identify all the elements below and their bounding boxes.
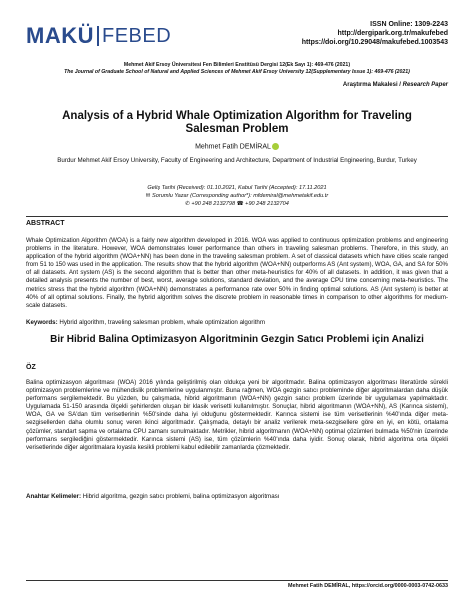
header bbox=[26, 20, 448, 60]
oz-text: Balina optimizasyon algoritması (WOA) 2016 yılında geliştirilmiş olan oldukça yeni bir algoritmadır. Balina optimizasyon algoritması literatürde sürekli optimizasyon problemlerine ve mühendislik problemlerine uygulanmıştır. Buna rağmen, WOA gezgin satıcı probleminde diğer algoritmalardan daha düşük performans sergilemektedir. Bu yüzden, bu çalışmada, hibrid algoritmanın (WOA+NN) gezgin satıcı problem üzerinde bir uygulaması yapılmaktadır. Uygulamada 51-150 arasında ölçekli şehirlerden oluşan bir klasik verisetti kullanılmıştır. Sonuçlar, hibrid algoritmanın (WOA+NN), AS (Karınca sistemi), WOA, GA ve SA'dan tüm verisetlerinin %50'sinde daha iyi olduğunu göstermektedir. Karınca sistemi ise tüm verisetlerinin %40'ında diğer meta-sezgisellerden daha olumlu sonuç veren ikinci algoritmadır. Çalışmada, detaylı bir analiz verilerek meta-sezgisellere göre en iyi, en kötü, ortalama çözümler, standart sapma ve ortalama CPU zamanı sunulmaktadır. Metrikler, hibrid algoritmanın (WOA+NN) optimal çözümleri bulmada %50'nin üzerinde performans sergilediğini göstermektedir. Karınca sistemi (AS) ise, tüm çözümlerin %40'ında daha iyidir. Sonuç olarak, hibrid algoritma orta ölçekli verisetlerinde diğer algoritmalara kıyasla kesikli problemi kabul edilebilir zamanlarda çözmektedir. bbox=[26, 379, 448, 451]
footer-orcid[interactable]: Mehmet Fatih DEMİRAL, https://orcid.org/0000-0003-0742-0633 bbox=[26, 580, 448, 589]
fax-number: +90 248 2132704 bbox=[245, 201, 289, 207]
keywords-label: Keywords: bbox=[26, 319, 58, 326]
issn: ISSN Online: 1309-2243 bbox=[370, 21, 448, 28]
title-english: Analysis of a Hybrid Whale Optimization Algorithm for Traveling Salesman Problem bbox=[62, 110, 412, 135]
received-accepted: Geliş Tarihi (Received): 01.10.2021, Kabul Tarihi (Accepted): 17.11.2021 bbox=[147, 185, 327, 191]
anahtar-kelimeler-label: Anahtar Kelimeler: bbox=[26, 493, 82, 500]
author bbox=[26, 143, 448, 150]
fax-icon: ☎ bbox=[236, 201, 244, 207]
doi-link[interactable]: https://doi.org/10.29048/makufebed.1003543 bbox=[301, 39, 448, 46]
title-turkish: Bir Hibrid Balina Optimizasyon Algoritminin Gezgin Satıcı Problemi için Analizi bbox=[50, 334, 424, 345]
orcid-icon[interactable] bbox=[272, 143, 279, 150]
keywords-turkish bbox=[26, 493, 448, 500]
anahtar-kelimeler-list: Hibrid algoritma, gezgin satıcı problemi, balina optimizasyon algoritması bbox=[81, 493, 280, 500]
dates-block bbox=[26, 184, 448, 208]
abstract-heading: ABSTRACT bbox=[26, 216, 448, 227]
abstract-text: Whale Optimization Algorithm (WOA) is a fairly new algorithm developed in 2016. WOA was applied to continuous optimization problems and engineering problems in the literature. However, WOA demonstrates lower performance than others in traveling salesman problems. Therefore, in this study, an application of the hybrid algorithm (WOA+NN) has been done in the traveling salesman problem. A set of classical datasets which have cities scale ranged from 51 to 150 was used in the application. The results show that the hybrid algorithm (WOA+NN) outperforms AS (Ant system), WOA, GA, and SA for 50% of all datasets. Ant system (AS) is the second algorithm that is better than other meta-heuristics for 40% of all datasets. In addition, it was given that a detailed analysis presents the number of best, worst, average solutions, standard deviation, and the average CPU time concerning meta-heuristics. The metrics stress that the hybrid algorithm (WOA+NN) demonstrates a performance rate over 50% in finding optimal solutions. AS (Ant system) is better at 40% of all optimal solutions. Finally, the hybrid algorithm solves the discrete problem in reasonable times in comparison to other algorithms for medium-scale datasets. bbox=[26, 237, 448, 309]
journal-logo bbox=[26, 24, 171, 48]
author-name: Mehmet Fatih DEMİRAL bbox=[195, 143, 271, 151]
logo-main: MAKÜ bbox=[26, 23, 94, 48]
corresponding-author bbox=[26, 192, 448, 200]
logo-sub: FEBED bbox=[102, 24, 172, 47]
phone-number: +90 248 2132798 bbox=[191, 201, 236, 207]
corresponding-email[interactable]: Sorumlu Yazar (Corresponding author*): mfdemiral@mehmetakif.edu.tr bbox=[152, 193, 329, 199]
keywords-english bbox=[26, 319, 448, 326]
logo-separator bbox=[97, 26, 99, 46]
issn-block bbox=[302, 20, 448, 47]
phone-icon: ✆ bbox=[185, 201, 190, 207]
article-type-en: Research Paper bbox=[402, 82, 448, 88]
journal-info-tr: Mehmet Akif Ersoy Üniversitesi Fen Bilimleri Enstitüsü Dergisi 12(Ek Sayı 1): 469-476 (2021) bbox=[123, 62, 351, 68]
envelope-icon: ✉ bbox=[145, 193, 151, 199]
journal-info bbox=[26, 62, 448, 76]
journal-info-en: The Journal of Graduate School of Natural and Applied Sciences of Mehmet Akif Ersoy University 12(Supplementary Issue 1): 469-476 (2021) bbox=[64, 69, 410, 75]
oz-heading: ÖZ bbox=[26, 364, 36, 371]
journal-url[interactable]: http://dergipark.org.tr/makufebed bbox=[337, 30, 448, 37]
article-type-tr: Araştırma Makalesi / bbox=[342, 82, 403, 88]
keywords-list: Hybrid algorithm, traveling salesman problem, whale optimization algorithm bbox=[57, 319, 266, 326]
article-type bbox=[343, 82, 448, 88]
affiliation: Burdur Mehmet Akif Ersoy University, Faculty of Engineering and Architecture, Department of Industrial Engineering, Burdur, Turkey bbox=[57, 157, 417, 164]
contact-numbers bbox=[26, 200, 448, 208]
